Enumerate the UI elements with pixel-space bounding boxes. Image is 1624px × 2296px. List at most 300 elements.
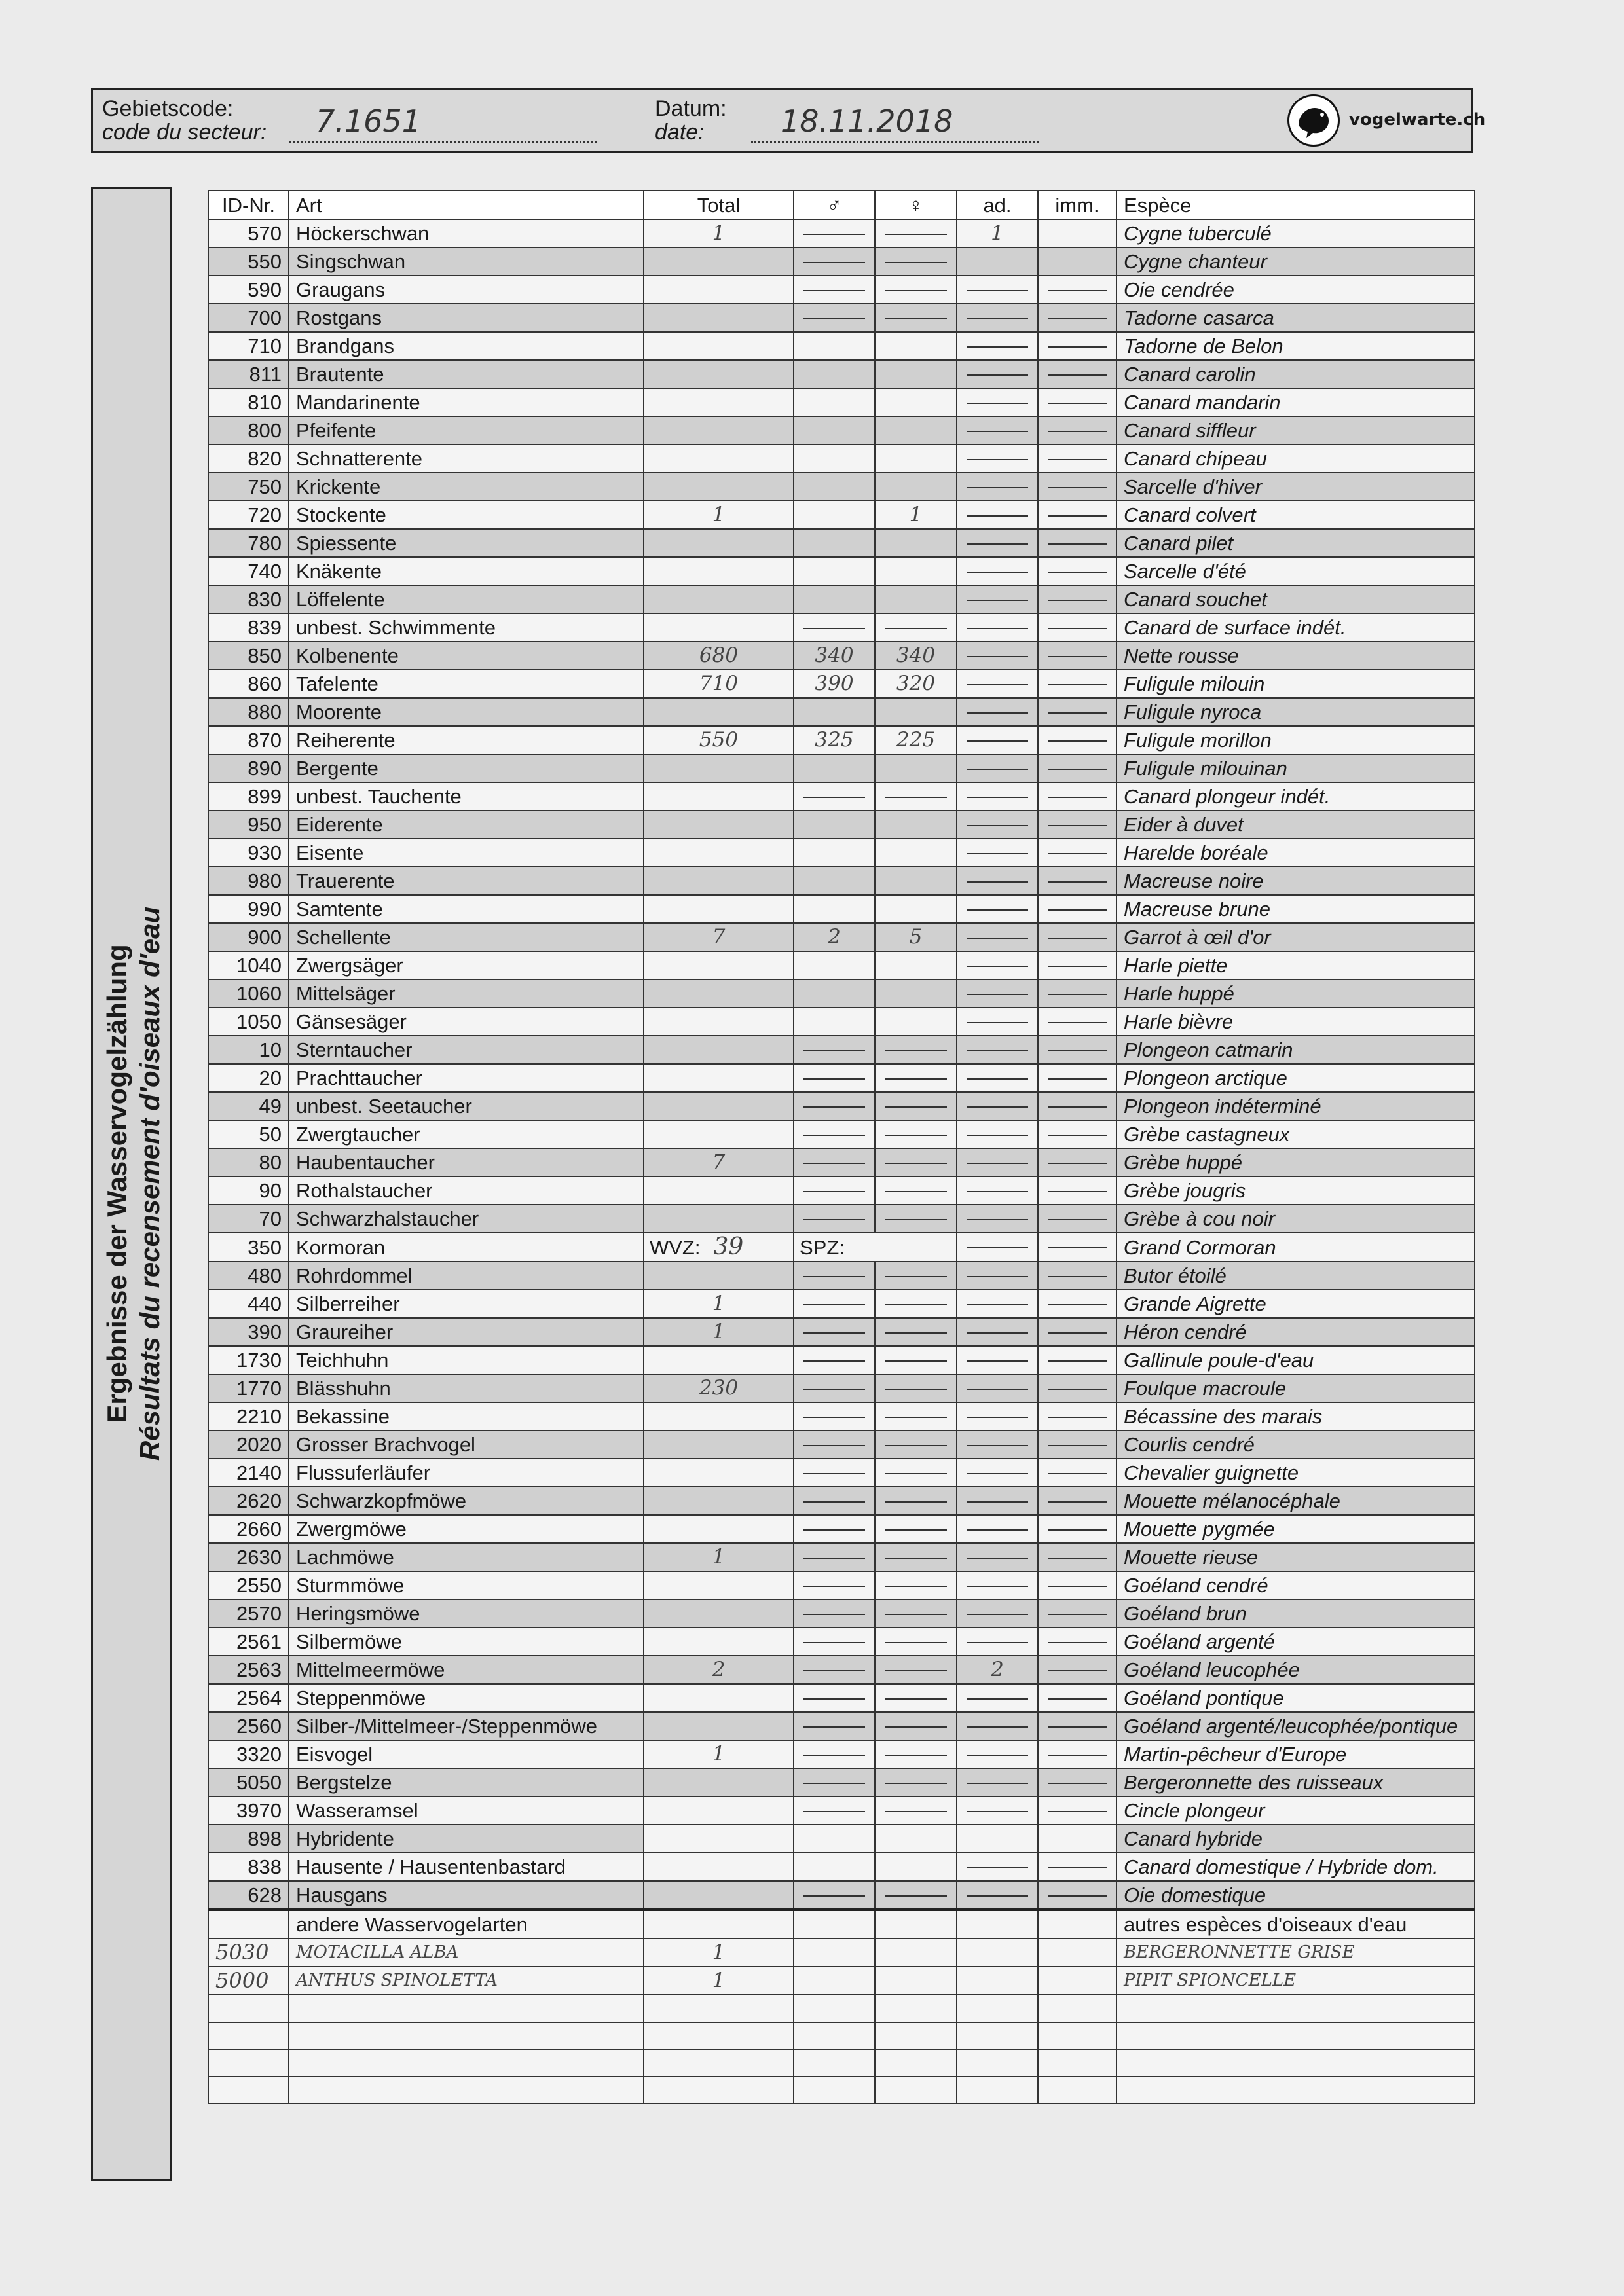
- row-total[interactable]: [644, 388, 794, 416]
- other-row-cell[interactable]: [875, 1967, 957, 1995]
- row-imm[interactable]: [1038, 247, 1116, 276]
- row-total[interactable]: [644, 782, 794, 811]
- other-row-cell[interactable]: [875, 1939, 957, 1967]
- row-male[interactable]: [794, 698, 875, 726]
- row-imm: [1038, 1176, 1116, 1205]
- row-male[interactable]: [794, 979, 875, 1008]
- row-species-de: Silbermöwe: [289, 1628, 644, 1656]
- row-male: [794, 1318, 875, 1346]
- row-total[interactable]: [644, 247, 794, 276]
- row-male[interactable]: [794, 332, 875, 360]
- row-total[interactable]: [644, 276, 794, 304]
- other-row-cell[interactable]: [794, 1995, 875, 2022]
- row-imm: [1038, 1430, 1116, 1459]
- row-total[interactable]: [644, 416, 794, 445]
- row-female[interactable]: [875, 1008, 957, 1036]
- row-male[interactable]: [794, 1008, 875, 1036]
- row-total[interactable]: [644, 1853, 794, 1881]
- row-male: [794, 1459, 875, 1487]
- row-species-fr: Fuligule morillon: [1116, 726, 1475, 754]
- row-species-fr: Gallinule poule-d'eau: [1116, 1346, 1475, 1374]
- other-row-cell[interactable]: [1038, 2049, 1116, 2077]
- row-female[interactable]: [875, 445, 957, 473]
- row-species-fr: Tadorne casarca: [1116, 304, 1475, 332]
- row-male[interactable]: [794, 1853, 875, 1881]
- row-male[interactable]: [794, 754, 875, 782]
- row-ad: [957, 1064, 1038, 1092]
- row-total[interactable]: [644, 1092, 794, 1120]
- date-dotted-line: [751, 141, 1039, 143]
- row-male: [794, 1205, 875, 1233]
- row-male[interactable]: [794, 867, 875, 895]
- row-id: 1730: [208, 1346, 289, 1374]
- row-species-de: Heringsmöwe: [289, 1599, 644, 1628]
- row-male[interactable]: [794, 360, 875, 388]
- row-species-de: Brautente: [289, 360, 644, 388]
- row-species-fr: Harle huppé: [1116, 979, 1475, 1008]
- date-label-de: Datum:: [655, 96, 727, 121]
- row-id: 550: [208, 247, 289, 276]
- row-total[interactable]: [644, 473, 794, 501]
- row-species-fr: Canard plongeur indét.: [1116, 782, 1475, 811]
- row-ad: [957, 642, 1038, 670]
- row-male: [794, 1571, 875, 1599]
- other-row-species-de[interactable]: [289, 2049, 644, 2077]
- row-total[interactable]: [644, 304, 794, 332]
- table-row: [208, 1205, 1475, 1233]
- other-row-cell[interactable]: [794, 1939, 875, 1967]
- row-total[interactable]: 7: [644, 1148, 794, 1176]
- row-total[interactable]: 1: [644, 1318, 794, 1346]
- table-row: [208, 304, 1475, 332]
- row-total[interactable]: [644, 360, 794, 388]
- row-imm: [1038, 1318, 1116, 1346]
- row-ad: [957, 923, 1038, 951]
- row-id: 710: [208, 332, 289, 360]
- row-total[interactable]: [644, 1768, 794, 1796]
- other-row-id[interactable]: 5030: [208, 1939, 289, 1967]
- row-imm: [1038, 1459, 1116, 1487]
- row-species-de: Haubentaucher: [289, 1148, 644, 1176]
- row-ad: [957, 951, 1038, 979]
- row-ad: [957, 1036, 1038, 1064]
- row-ad: [957, 1205, 1038, 1233]
- row-imm: [1038, 1346, 1116, 1374]
- row-male[interactable]: [794, 557, 875, 585]
- row-female[interactable]: 5: [875, 923, 957, 951]
- row-imm: [1038, 1656, 1116, 1684]
- other-row-total[interactable]: 1: [644, 1967, 794, 1995]
- row-id: 810: [208, 388, 289, 416]
- row-total[interactable]: [644, 1712, 794, 1740]
- row-ad: [957, 445, 1038, 473]
- row-id: 750: [208, 473, 289, 501]
- row-male[interactable]: 325: [794, 726, 875, 754]
- row-species-fr: Goéland pontique: [1116, 1684, 1475, 1712]
- row-male: [794, 1374, 875, 1402]
- row-species-de: Graugans: [289, 276, 644, 304]
- row-total[interactable]: [644, 529, 794, 557]
- table-row: [208, 219, 1475, 247]
- row-female[interactable]: 320: [875, 670, 957, 698]
- other-row-id[interactable]: [208, 2022, 289, 2050]
- count-table: [208, 190, 1475, 2104]
- row-imm: [1038, 782, 1116, 811]
- row-total[interactable]: [644, 1571, 794, 1599]
- form-header: [91, 88, 1486, 153]
- other-row-id[interactable]: 5000: [208, 1967, 289, 1995]
- other-row-id[interactable]: [208, 2077, 289, 2104]
- row-species-de: Hausgans: [289, 1881, 644, 1910]
- row-female[interactable]: [875, 557, 957, 585]
- row-id: 49: [208, 1092, 289, 1120]
- row-total[interactable]: [644, 1008, 794, 1036]
- row-total[interactable]: [644, 1036, 794, 1064]
- other-row-species-de[interactable]: ANTHUS SPINOLETTA: [289, 1967, 644, 1995]
- row-total[interactable]: [644, 811, 794, 839]
- table-row: [208, 782, 1475, 811]
- row-id: 838: [208, 1853, 289, 1881]
- row-male[interactable]: 340: [794, 642, 875, 670]
- row-spz[interactable]: [794, 1233, 957, 1262]
- row-female[interactable]: 225: [875, 726, 957, 754]
- row-total[interactable]: [644, 332, 794, 360]
- row-total[interactable]: [644, 1684, 794, 1712]
- row-species-fr: Oie domestique: [1116, 1881, 1475, 1910]
- row-id: 930: [208, 839, 289, 867]
- row-total[interactable]: [644, 1825, 794, 1853]
- row-total[interactable]: 2: [644, 1656, 794, 1684]
- row-female[interactable]: [875, 979, 957, 1008]
- other-row-species-fr[interactable]: [1116, 2049, 1475, 2077]
- row-female[interactable]: 1: [875, 501, 957, 529]
- row-ad: [957, 895, 1038, 923]
- row-ad: [957, 754, 1038, 782]
- row-female[interactable]: 340: [875, 642, 957, 670]
- row-ad[interactable]: 2: [957, 1656, 1038, 1684]
- row-total[interactable]: [644, 754, 794, 782]
- row-total[interactable]: 230: [644, 1374, 794, 1402]
- row-male[interactable]: [794, 473, 875, 501]
- row-ad: [957, 1318, 1038, 1346]
- row-total[interactable]: 1: [644, 1740, 794, 1768]
- other-row-cell[interactable]: [794, 2049, 875, 2077]
- row-total[interactable]: 550: [644, 726, 794, 754]
- row-imm: [1038, 585, 1116, 613]
- row-species-de: Pfeifente: [289, 416, 644, 445]
- other-row-species-de[interactable]: [289, 2077, 644, 2104]
- row-male: [794, 1881, 875, 1910]
- row-total[interactable]: 1: [644, 501, 794, 529]
- row-id: 850: [208, 642, 289, 670]
- row-species-fr: Canard carolin: [1116, 360, 1475, 388]
- row-imm: [1038, 1881, 1116, 1910]
- row-male[interactable]: [794, 388, 875, 416]
- row-species-fr: Plongeon catmarin: [1116, 1036, 1475, 1064]
- row-male[interactable]: 390: [794, 670, 875, 698]
- row-total[interactable]: [644, 613, 794, 642]
- other-row-species-fr[interactable]: [1116, 2077, 1475, 2104]
- row-species-de: Bekassine: [289, 1402, 644, 1430]
- row-imm: [1038, 895, 1116, 923]
- row-species-fr: Mouette pygmée: [1116, 1515, 1475, 1543]
- row-species-fr: Harelde boréale: [1116, 839, 1475, 867]
- other-row-total[interactable]: 1: [644, 1939, 794, 1967]
- row-total[interactable]: [644, 1796, 794, 1825]
- row-total[interactable]: [644, 1262, 794, 1290]
- other-row-cell[interactable]: [794, 1967, 875, 1995]
- row-ad: [957, 1176, 1038, 1205]
- row-species-fr: Goéland brun: [1116, 1599, 1475, 1628]
- other-row-species-de[interactable]: MOTACILLA ALBA: [289, 1939, 644, 1967]
- row-total[interactable]: [644, 1459, 794, 1487]
- row-male: [794, 1092, 875, 1120]
- col-header-total: Total: [644, 191, 794, 219]
- row-female[interactable]: [875, 473, 957, 501]
- row-female[interactable]: [875, 698, 957, 726]
- other-row-cell[interactable]: [875, 2022, 957, 2050]
- row-male[interactable]: [794, 1825, 875, 1853]
- other-row-species-de[interactable]: [289, 2022, 644, 2050]
- row-ad: [957, 839, 1038, 867]
- table-row: [208, 1233, 1475, 1262]
- row-total-wvz[interactable]: [644, 1233, 794, 1262]
- date-value[interactable]: 18.11.2018: [781, 103, 953, 139]
- row-female[interactable]: [875, 585, 957, 613]
- row-female: [875, 1402, 957, 1430]
- row-imm: [1038, 1064, 1116, 1092]
- row-imm: [1038, 1740, 1116, 1768]
- row-female[interactable]: [875, 416, 957, 445]
- other-row-cell[interactable]: [875, 2049, 957, 2077]
- row-total[interactable]: [644, 1487, 794, 1515]
- row-total[interactable]: [644, 867, 794, 895]
- row-male: [794, 1684, 875, 1712]
- other-row-species-fr[interactable]: BERGERONNETTE GRISE: [1116, 1939, 1475, 1967]
- other-row-species-fr[interactable]: [1116, 1995, 1475, 2022]
- row-id: 899: [208, 782, 289, 811]
- row-total[interactable]: [644, 1346, 794, 1374]
- table-row: [208, 1148, 1475, 1176]
- row-id: 900: [208, 923, 289, 951]
- row-imm: [1038, 1796, 1116, 1825]
- row-id: 50: [208, 1120, 289, 1148]
- row-female: [875, 1374, 957, 1402]
- row-ad: [957, 557, 1038, 585]
- row-ad: [957, 698, 1038, 726]
- other-row-cell[interactable]: [875, 2077, 957, 2104]
- row-species-de: Singschwan: [289, 247, 644, 276]
- other-row-cell[interactable]: [875, 1995, 957, 2022]
- table-row: [208, 388, 1475, 416]
- row-female[interactable]: [875, 867, 957, 895]
- row-species-de: Sturmmöwe: [289, 1571, 644, 1599]
- row-total[interactable]: [644, 1881, 794, 1910]
- row-female: [875, 1684, 957, 1712]
- row-female: [875, 782, 957, 811]
- row-total[interactable]: 7: [644, 923, 794, 951]
- other-row-cell[interactable]: [1038, 1995, 1116, 2022]
- other-row-cell[interactable]: [1038, 2077, 1116, 2104]
- row-female[interactable]: [875, 895, 957, 923]
- row-species-fr: Eider à duvet: [1116, 811, 1475, 839]
- row-total[interactable]: [644, 951, 794, 979]
- row-total[interactable]: [644, 1120, 794, 1148]
- other-row-species-de[interactable]: [289, 1995, 644, 2022]
- other-row-id[interactable]: [208, 1995, 289, 2022]
- table-row: [208, 1712, 1475, 1740]
- row-male[interactable]: [794, 951, 875, 979]
- row-total[interactable]: 1: [644, 219, 794, 247]
- row-female[interactable]: [875, 360, 957, 388]
- row-male: [794, 1148, 875, 1176]
- row-imm: [1038, 1233, 1116, 1262]
- row-imm: [1038, 1092, 1116, 1120]
- row-ad: [957, 1346, 1038, 1374]
- row-ad: [957, 979, 1038, 1008]
- row-imm[interactable]: [1038, 1825, 1116, 1853]
- row-male[interactable]: 2: [794, 923, 875, 951]
- row-total[interactable]: 1: [644, 1543, 794, 1571]
- row-id: 1040: [208, 951, 289, 979]
- row-ad: [957, 1148, 1038, 1176]
- other-row-cell[interactable]: [957, 2077, 1038, 2104]
- row-male[interactable]: [794, 501, 875, 529]
- row-male[interactable]: [794, 529, 875, 557]
- row-total[interactable]: [644, 557, 794, 585]
- other-species-row: [208, 2022, 1475, 2050]
- row-species-de: Zwergtaucher: [289, 1120, 644, 1148]
- row-id: 2140: [208, 1459, 289, 1487]
- row-species-de: unbest. Schwimmente: [289, 613, 644, 642]
- row-id: 390: [208, 1318, 289, 1346]
- row-species-de: Spiessente: [289, 529, 644, 557]
- table-row: [208, 557, 1475, 585]
- wvz-value[interactable]: 39: [713, 1233, 744, 1260]
- row-total[interactable]: [644, 979, 794, 1008]
- row-female[interactable]: [875, 1853, 957, 1881]
- row-female[interactable]: [875, 332, 957, 360]
- row-ad: [957, 1459, 1038, 1487]
- row-species-de: Mittelsäger: [289, 979, 644, 1008]
- row-total[interactable]: 1: [644, 1290, 794, 1318]
- row-male[interactable]: [794, 839, 875, 867]
- row-female[interactable]: [875, 839, 957, 867]
- other-row-id[interactable]: [208, 2049, 289, 2077]
- table-row: [208, 276, 1475, 304]
- row-total[interactable]: [644, 698, 794, 726]
- row-species-de: Samtente: [289, 895, 644, 923]
- row-female[interactable]: [875, 388, 957, 416]
- row-female[interactable]: [875, 811, 957, 839]
- row-total[interactable]: [644, 1628, 794, 1656]
- other-row-total[interactable]: [644, 2077, 794, 2104]
- row-ad[interactable]: 1: [957, 219, 1038, 247]
- other-row-species-fr[interactable]: [1116, 2022, 1475, 2050]
- row-male: [794, 247, 875, 276]
- row-ad[interactable]: [957, 247, 1038, 276]
- date-label: [655, 97, 727, 144]
- other-row-cell[interactable]: [1038, 1967, 1116, 1995]
- other-row-cell[interactable]: [957, 1939, 1038, 1967]
- row-species-de: Schwarzhalstaucher: [289, 1205, 644, 1233]
- row-total[interactable]: [644, 1430, 794, 1459]
- row-ad: [957, 1768, 1038, 1796]
- other-row-cell[interactable]: [794, 2022, 875, 2050]
- row-total[interactable]: [644, 585, 794, 613]
- row-female[interactable]: [875, 754, 957, 782]
- row-female[interactable]: [875, 1825, 957, 1853]
- row-total[interactable]: [644, 895, 794, 923]
- row-male[interactable]: [794, 895, 875, 923]
- other-row-cell[interactable]: [957, 2049, 1038, 2077]
- table-row: [208, 1318, 1475, 1346]
- row-total[interactable]: [644, 839, 794, 867]
- table-header-row: [208, 191, 1475, 219]
- row-id: 870: [208, 726, 289, 754]
- row-total[interactable]: 710: [644, 670, 794, 698]
- row-female: [875, 219, 957, 247]
- row-ad: [957, 811, 1038, 839]
- table-row: [208, 1853, 1475, 1881]
- row-imm: [1038, 445, 1116, 473]
- row-total[interactable]: [644, 1599, 794, 1628]
- wvz-label: WVZ:: [650, 1236, 701, 1259]
- row-male[interactable]: [794, 585, 875, 613]
- row-male[interactable]: [794, 445, 875, 473]
- row-ad: [957, 1120, 1038, 1148]
- other-row-cell[interactable]: [957, 1995, 1038, 2022]
- table-row: [208, 1402, 1475, 1430]
- code-value[interactable]: 7.1651: [316, 103, 421, 139]
- other-row-total[interactable]: [644, 1995, 794, 2022]
- other-row-cell[interactable]: [957, 1967, 1038, 1995]
- row-male: [794, 1064, 875, 1092]
- row-female[interactable]: [875, 951, 957, 979]
- row-total[interactable]: 680: [644, 642, 794, 670]
- other-row-total[interactable]: [644, 2022, 794, 2050]
- row-imm[interactable]: [1038, 219, 1116, 247]
- other-row-species-fr[interactable]: PIPIT SPIONCELLE: [1116, 1967, 1475, 1995]
- row-male: [794, 1120, 875, 1148]
- row-imm: [1038, 1571, 1116, 1599]
- row-male: [794, 1712, 875, 1740]
- row-male[interactable]: [794, 811, 875, 839]
- row-ad: [957, 1543, 1038, 1571]
- row-id: 2630: [208, 1543, 289, 1571]
- row-female[interactable]: [875, 529, 957, 557]
- row-total[interactable]: [644, 1402, 794, 1430]
- row-male[interactable]: [794, 416, 875, 445]
- row-species-de: Eisente: [289, 839, 644, 867]
- row-imm: [1038, 1374, 1116, 1402]
- row-total[interactable]: [644, 1176, 794, 1205]
- row-species-de: Rothalstaucher: [289, 1176, 644, 1205]
- row-imm: [1038, 951, 1116, 979]
- row-total[interactable]: [644, 1064, 794, 1092]
- row-total[interactable]: [644, 1515, 794, 1543]
- row-total[interactable]: [644, 445, 794, 473]
- other-row-cell[interactable]: [1038, 1939, 1116, 1967]
- row-ad[interactable]: [957, 1825, 1038, 1853]
- other-row-cell[interactable]: [794, 2077, 875, 2104]
- other-row-cell[interactable]: [957, 2022, 1038, 2050]
- row-imm: [1038, 557, 1116, 585]
- row-imm: [1038, 1036, 1116, 1064]
- row-total[interactable]: [644, 1205, 794, 1233]
- other-row-cell[interactable]: [1038, 2022, 1116, 2050]
- other-row-total[interactable]: [644, 2049, 794, 2077]
